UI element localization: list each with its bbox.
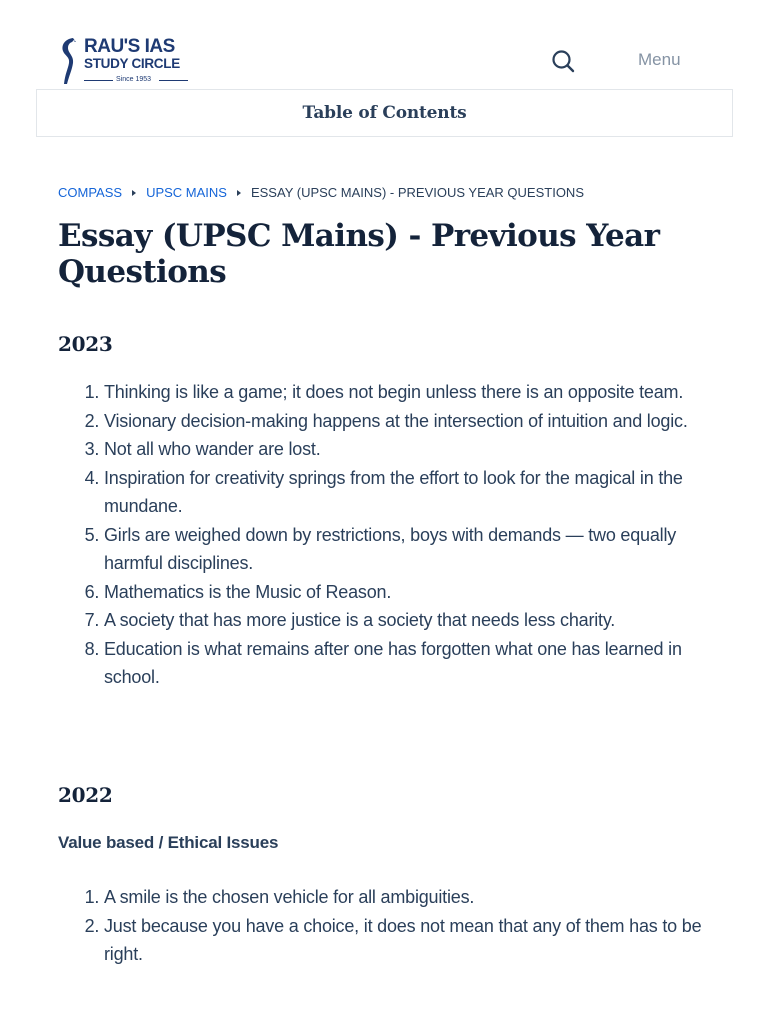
logo-rule-right xyxy=(159,80,188,81)
section-year-2023: 2023 xyxy=(58,332,113,356)
logo-name-line1: RAU'S IAS xyxy=(84,36,175,57)
breadcrumb-link-compass[interactable]: COMPASS xyxy=(58,185,123,200)
logo-rule-left xyxy=(84,80,113,81)
table-of-contents-toggle[interactable] xyxy=(36,89,733,137)
essay-list-2023 xyxy=(104,378,716,692)
caret-right-icon xyxy=(237,190,241,196)
section-year-2022: 2022 xyxy=(58,783,113,807)
search-button[interactable] xyxy=(549,47,577,75)
list-item: 7. A society that has more justice is a society that needs less charity. xyxy=(104,606,716,635)
caret-right-icon xyxy=(132,190,136,196)
list-item: 1. A smile is the chosen vehicle for all ambiguities. xyxy=(104,883,716,912)
list-item: 4. Inspiration for creativity springs from the effort to look for the magical in the mundane. xyxy=(104,464,716,521)
list-item: 8. Education is what remains after one has forgotten what one has learned in school. xyxy=(104,635,716,692)
logo-name-line2: STUDY CIRCLE xyxy=(84,56,180,71)
menu-button[interactable]: Menu xyxy=(638,50,681,69)
list-item: 3. Not all who wander are lost. xyxy=(104,435,716,464)
site-logo[interactable] xyxy=(58,36,198,88)
page-title: Essay (UPSC Mains) - Previous Year Questions xyxy=(58,218,660,290)
list-item: 1. Thinking is like a game; it does not begin unless there is an opposite team. xyxy=(104,378,716,407)
breadcrumb xyxy=(58,184,584,202)
list-item: 2. Just because you have a choice, it does not mean that any of them has to be right. xyxy=(104,912,716,969)
logo-since: Since 1953 xyxy=(116,76,152,83)
section-subheading: Value based / Ethical Issues xyxy=(58,833,279,852)
breadcrumb-current: ESSAY (UPSC MAINS) - PREVIOUS YEAR QUESTIONS xyxy=(250,185,584,200)
toc-label: Table of Contents xyxy=(302,103,467,123)
logo-emblem-icon xyxy=(58,36,80,86)
list-item: 5. Girls are weighed down by restrictions, boys with demands — two equally harmful disciplines. xyxy=(104,521,716,578)
list-item: 6. Mathematics is the Music of Reason. xyxy=(104,578,716,607)
site-header xyxy=(0,0,768,90)
list-item: 2. Visionary decision-making happens at the intersection of intuition and logic. xyxy=(104,407,716,436)
essay-list-2022 xyxy=(104,883,716,969)
breadcrumb-link-upsc-mains[interactable]: UPSC MAINS xyxy=(146,185,227,200)
search-icon xyxy=(549,47,577,75)
